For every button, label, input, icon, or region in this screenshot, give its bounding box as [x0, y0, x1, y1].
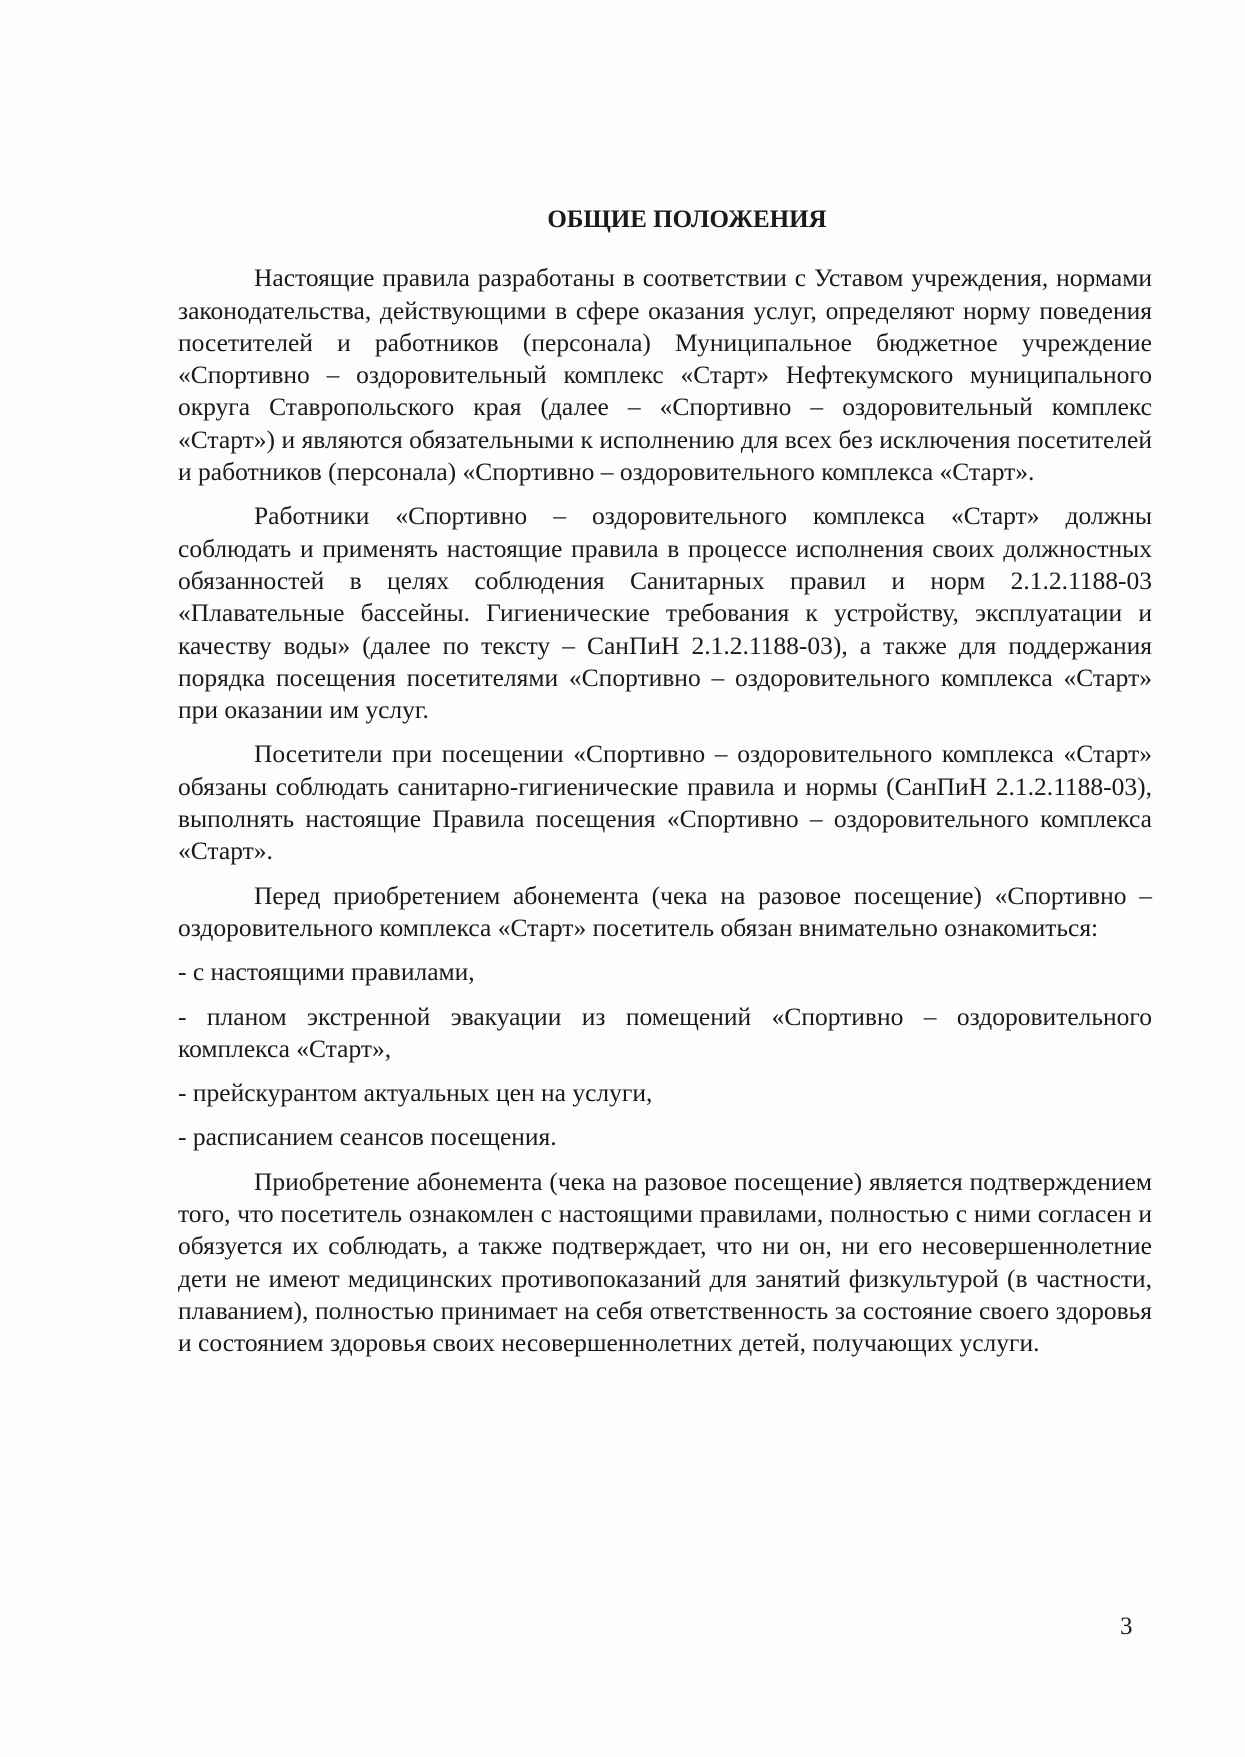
page-number: 3: [1120, 1613, 1133, 1640]
list-item-price-list: - прейскурантом актуальных цен на услуги,: [178, 1078, 653, 1108]
paragraph-before-purchase: Перед приобретением абонемента (чека на разовое посещение) «Спортивно – оздоровительного комплекса «Старт» посетитель обязан внимательно ознакомиться:: [178, 880, 1152, 942]
section-heading: ОБЩИЕ ПОЛОЖЕНИЯ: [547, 206, 827, 233]
page-content: [178, 204, 1152, 1372]
paragraph-staff-duties: Работники «Спортивно – оздоровительного комплекса «Старт» должны соблюдать и применять настоящие правила в процессе исполнения своих должностных обязанностей в целях соблюдения Санитарных правил и норм 2.1.2.1188-03 «Плавательные бассейны. Гигиенические требования к устройству, эксплуатации и качеству воды» (далее по тексту – СанПиН 2.1.2.1188-03), а также для поддержания порядка посещения посетителями «Спортивно – оздоровительного комплекса «Старт» при оказании им услуг.: [178, 501, 1152, 725]
paragraph-visitor-duties: Посетители при посещении «Спортивно – оздоровительного комплекса «Старт» обязаны соблюдать санитарно-гигиенические правила и нормы (СанПиН 2.1.2.1188-03), выполнять настоящие Правила посещения «Спортивно – оздоровительного комплекса «Старт».: [178, 739, 1152, 866]
paragraph-rules-basis: Настоящие правила разработаны в соответствии с Уставом учреждения, нормами законодательства, действующими в сфере оказания услуг, определяют норму поведения посетителей и работников (персонала) Муниципальное бюджетное учреждение «Спортивно – оздоровительный комплекс «Старт» Нефтекумского муниципального округа Ставропольского края (далее – «Спортивно – оздоровительный комплекс «Старт») и являются обязательными к исполнению для всех без исключения посетителей и работников (персонала) «Спортивно – оздоровительного комплекса «Старт».: [178, 263, 1152, 487]
list-item-evacuation-plan: - планом экстренной эвакуации из помещений «Спортивно – оздоровительного комплекса «Старт»,: [178, 1001, 1152, 1063]
list-item-schedule: - расписанием сеансов посещения.: [178, 1122, 557, 1152]
list-item-rules: - с настоящими правилами,: [178, 957, 475, 987]
paragraph-purchase-confirmation: Приобретение абонемента (чека на разовое посещение) является подтверждением того, что посетитель ознакомлен с настоящими правилами, полностью с ними согласен и обязуется их соблюдать, а также подтверждает, что ни он, ни его несовершеннолетние дети не имеют медицинских противопоказаний для занятий физкультурой (в частности, плаванием), полностью принимает на себя ответственность за состояние своего здоровья и состоянием здоровья своих несовершеннолетних детей, получающих услуги.: [178, 1166, 1152, 1358]
